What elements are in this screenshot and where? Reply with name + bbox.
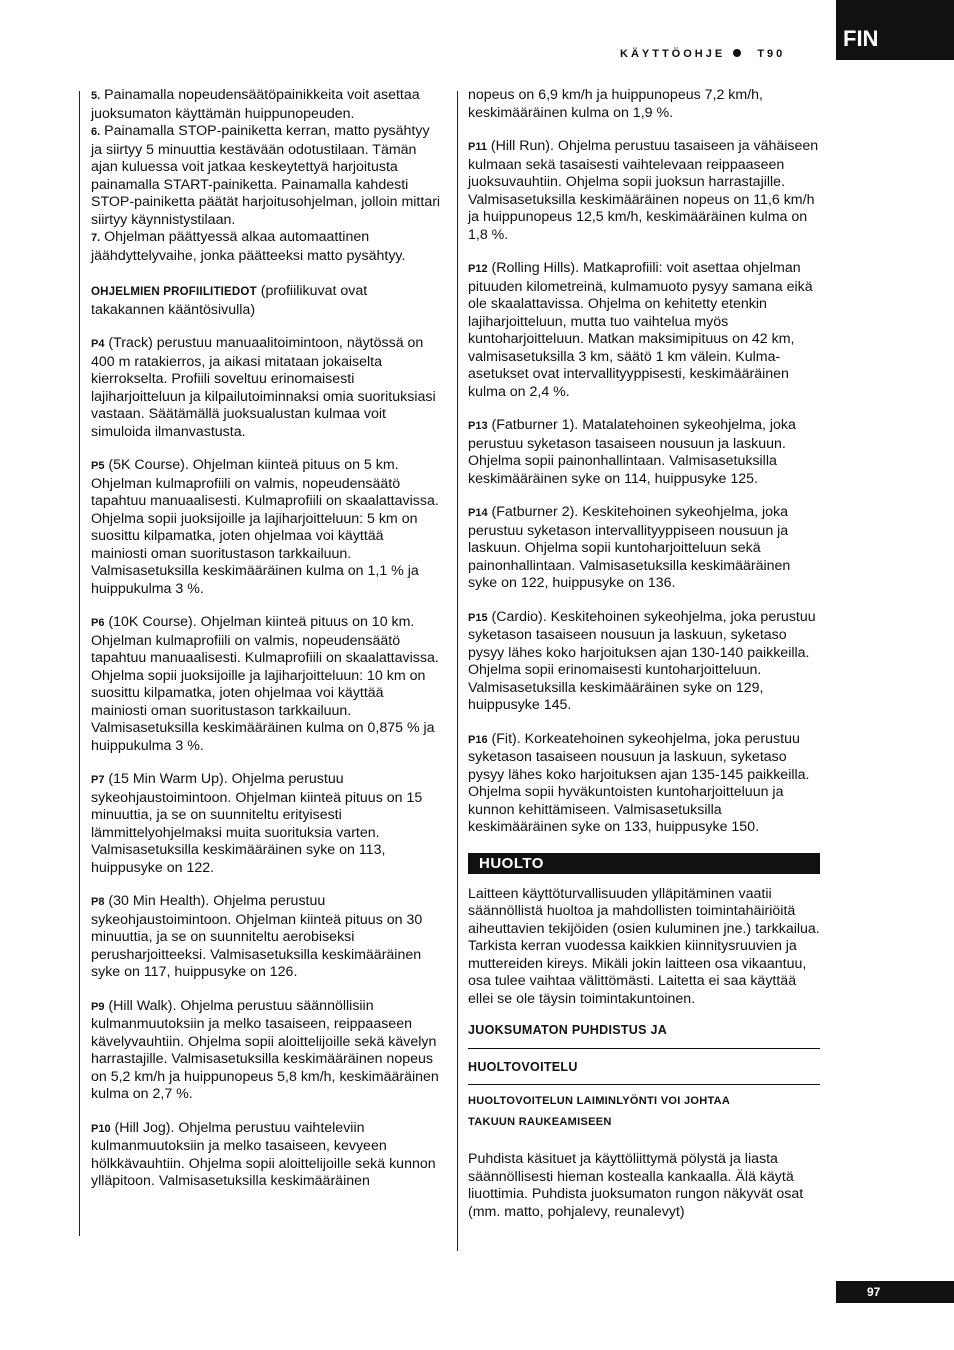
step-5 bbox=[91, 87, 443, 123]
cleaning-subheading-line-1: JUOKSUMATON PUHDISTUS JA bbox=[468, 1020, 820, 1049]
program-code: P6 bbox=[91, 617, 105, 629]
program-description: (Cardio). Keskitehoinen sykeohjelma, joka perustuu syketason tasaiseen nousuun ja laskuun, syketaso pysyy lähes koko harjoituksen ajan 130-140 paikkeilla. Ohjelma sopii erinomaisesti kuntoharjoitteluun. Valmisasetuksilla keskimääräinen syke on 129, huippusyke 145. bbox=[468, 608, 816, 713]
step-text: Painamalla nopeudensäätöpainikkeita voit asettaa juoksumaton käyttämän huippunopeuden. bbox=[91, 87, 420, 122]
program-description: (Hill Run). Ohjelma perustuu tasaiseen ja vähäiseen kulmaan sekä tasaisesti vaihtelevaan reippaaseen juoksuvauhtiin. Ohjelma sopii juoksun harrastajille. Valmisasetuksilla keskimääräinen nopeus on 11,6 km/h ja huippunopeus 12,5 km/h, keskimääräinen kulma on 1,8 %. bbox=[468, 138, 819, 243]
program-code: P14 bbox=[468, 507, 488, 519]
cleaning-paragraph: Puhdista käsituet ja käyttöliittymä pölystä ja liasta säännöllisesti hieman kostealla kankaalla. Älä käytä liuottimia. Puhdista juoksumaton rungon näkyvät osat (mm. matto, pohjalevy, reunalevyt) bbox=[468, 1151, 804, 1220]
step-number: 6. bbox=[91, 126, 101, 138]
document-title: KÄYTTÖOHJE bbox=[620, 48, 726, 60]
program-code: P11 bbox=[468, 141, 487, 153]
step-text: Ohjelman päättyessä alkaa automaattinen jäähdyttelyvaihe, jonka päätteeksi matto pysähtyy. bbox=[91, 229, 406, 264]
step-number: 7. bbox=[91, 232, 101, 244]
maintenance-paragraph: Laitteen käyttöturvallisuuden ylläpitäminen vaatii säännöllistä huoltoa ja mahdollisten toimintahäiriöitä aiheuttavien tekijöiden (osien kuluminen jne.) tarkkailua. Tarkista kerran vuodessa kaikkien kiinnitysruuvien ja muttereiden kireys. Mikäli jokin laitteen osa vikaantuu, osa tulee vaihtaa välittömästi. Laitetta ei saa käyttää ellei se ole täysin toimintakuntoinen. bbox=[468, 885, 820, 1007]
right-column bbox=[468, 87, 820, 1221]
lubrication-warning bbox=[468, 1085, 820, 1133]
p10-continued: nopeus on 6,9 km/h ja huippunopeus 7,2 km/h, keskimääräinen kulma on 1,9 %. bbox=[468, 87, 763, 121]
program-description: (Fit). Korkeatehoinen sykeohjelma, joka perustuu syketason tasaiseen nousuun ja laskuun, syketaso pysyy lähes koko harjoituksen ajan 135-145 paikkeilla. Ohjelma sopii hyväkuntoisten kuntoharjoitteluun ja kunnon kehittämiseen. Valmisasetuksilla keskimääräinen syke on 133, huippusyke 150. bbox=[468, 730, 810, 835]
program-code: P5 bbox=[91, 460, 105, 472]
program-p15 bbox=[468, 609, 820, 715]
program-description: (5K Course). Ohjelman kiinteä pituus on 5 km. Ohjelman kulmaprofiili on valmis, nopeudensäätö tapahtuu manuaalisesti. Kulmaprofiili on skaalattavissa. Ohjelma sopii juoksijoille ja lajiharjoitteluun: 5 km on suosittu kilpamatka, joten ohjelmaa voi käyttää mainiosti oman suoritustason tarkkailuun. Valmisasetuksilla keskimääräinen kulma on 1,1 % ja huippukulma 3 %. bbox=[91, 457, 439, 597]
step-text: Painamalla STOP-painiketta kerran, matto pysähtyy ja siirtyy 5 minuuttia kestävään odotustilaan. Tämän ajan kuluessa voit jatkaa keskeytettyä harjoitusta painamalla START-painiketta. Painamalla kahdesti STOP-painiketta päätät harjoitusohjelman, jolloin mittari siirtyy käynnistystilaan. bbox=[91, 123, 441, 228]
program-p6 bbox=[91, 614, 443, 755]
page-number: 97 bbox=[836, 1281, 954, 1303]
program-p11 bbox=[468, 138, 820, 244]
program-code: P9 bbox=[91, 1000, 105, 1013]
program-p9 bbox=[91, 998, 443, 1104]
left-column-rule bbox=[79, 91, 80, 1236]
bullet-dot-icon bbox=[733, 49, 741, 57]
profiles-note: (profiilikuvat ovat takakannen kääntösivulla) bbox=[91, 283, 368, 318]
program-p16 bbox=[468, 731, 820, 837]
program-p7 bbox=[91, 771, 443, 877]
program-code: P16 bbox=[468, 733, 488, 746]
profiles-heading: OHJELMIEN PROFIILITIEDOT bbox=[91, 286, 257, 298]
program-p14 bbox=[468, 504, 820, 593]
program-p8 bbox=[91, 893, 443, 982]
program-description: (30 Min Health). Ohjelma perustuu sykeohjaustoimintoon. Ohjelman kiinteä pituus on 30 minuuttia, ja se on suunniteltu aerobiseksi perusharjoitteeksi. Valmisasetuksilla keskimääräinen syke on 117, huippusyke on 126. bbox=[91, 893, 423, 980]
maintenance-section-heading: HUOLTO bbox=[468, 853, 820, 874]
program-code: P8 bbox=[91, 896, 105, 908]
cleaning-subheading-line-2: HUOLTOVOITELU bbox=[468, 1049, 820, 1086]
running-header bbox=[620, 48, 830, 64]
warning-line: TAKUUN RAUKEAMISEEN bbox=[468, 1116, 612, 1128]
warning-line: HUOLTOVOITELUN LAIMINLYÖNTI VOI JOHTAA bbox=[468, 1095, 731, 1107]
program-p13 bbox=[468, 417, 820, 488]
program-code: P4 bbox=[91, 338, 105, 350]
step-6 bbox=[91, 123, 443, 229]
program-code: P13 bbox=[468, 420, 488, 432]
program-description: (Hill Jog). Ohjelma perustuu vaihteleviin kulmanmuutoksiin ja melko tasaiseen, kevyeen hölkkävauhtiin. Ohjelma sopii aloittelijoille sekä kunnon ylläpitoon. Valmisasetuksilla keskimääräinen bbox=[91, 1119, 436, 1189]
program-p5 bbox=[91, 457, 443, 598]
program-code: P15 bbox=[468, 611, 488, 624]
program-description: (Rolling Hills). Matkaprofiili: voit asettaa ohjelman pituuden kilometreinä, kulmamuoto pysyy samana eikä ole skaalattavissa. Ohjelma on kehitetty etenkin lajiharjoitteluun, mutta tuo vaihtelua myös kuntoharjoitteluun. Matkan maksimipituus on 42 km, valmisasetuksilla 3 km, säätö 1 km välein. Kulma-asetukset ovat intervallityyppisesti, keskimääräinen kulma on 2,4 %. bbox=[468, 260, 813, 400]
program-description: (Hill Walk). Ohjelma perustuu säännöllisiin kulmanmuutoksiin ja melko tasaiseen, reippaaseen kävelyvauhtiin. Ohjelma sopii aloittelijoille sekä kävelyn harrastajille. Valmisasetuksilla keskimääräinen nopeus on 5,2 km/h ja huippunopeus 5,8 km/h, keskimääräinen kulma on 2,7 %. bbox=[91, 997, 439, 1102]
step-7 bbox=[91, 229, 443, 265]
program-p10 bbox=[91, 1120, 443, 1191]
program-description: (Fatburner 2). Keskitehoinen sykeohjelma, joka perustuu syketason intervallityyppiseen nousuun ja laskuun. Ohjelma sopii kuntoharjoitteluun sekä painonhallintaan. Valmisasetuksilla keskimääräinen syke on 122, huippusyke on 136. bbox=[468, 504, 791, 591]
language-tab: FIN bbox=[836, 0, 954, 60]
program-description: (15 Min Warm Up). Ohjelma perustuu sykeohjaustoimintoon. Ohjelman kiinteä pituus on 15 minuuttia, ja se on suunniteltu erityisesti lämmittelyohjelmaksi muita suorituksia varten. Valmisasetuksilla keskimääräinen syke on 113, huippusyke on 122. bbox=[91, 771, 423, 876]
profiles-intro bbox=[91, 283, 443, 319]
program-description: (10K Course). Ohjelman kiinteä pituus on 10 km. Ohjelman kulmaprofiili on valmis, nopeudensäätö tapahtuu manuaalisesti. Kulmaprofiili on skaalattavissa. Ohjelma sopii juoksijoille ja lajiharjoitteluun: 10 km on suosittu kilpamatka, joten ohjelmaa voi käyttää mainiosti oman suoritustason tarkkailuun. Valmisasetuksilla keskimääräinen kulma on 0,875 % ja huippukulma 3 %. bbox=[91, 614, 439, 754]
program-code: P12 bbox=[468, 263, 488, 275]
program-description: (Track) perustuu manuaalitoimintoon, näytössä on 400 m ratakierros, ja aikasi mitataan jokaiselta kierrokselta. Profiili soveltuu erinomaisesti lajiharjoitteluun ja kilpailutoiminnaksi omia suorituksiasi vastaan. Säätämällä juoksualustan kulmaa voit simuloida ilmanvastusta. bbox=[91, 335, 436, 440]
model-name: T90 bbox=[757, 48, 786, 60]
program-code: P7 bbox=[91, 774, 105, 786]
program-p4 bbox=[91, 335, 443, 441]
middle-column-rule bbox=[457, 91, 458, 1251]
program-description: (Fatburner 1). Matalatehoinen sykeohjelma, joka perustuu syketason tasaiseen nousuun ja laskuun. Ohjelma sopii painonhallintaan. Valmisasetuksilla keskimääräinen syke on 114, huippusyke 125. bbox=[468, 417, 796, 487]
step-number: 5. bbox=[91, 90, 101, 102]
program-code: P10 bbox=[91, 1122, 111, 1135]
program-p12 bbox=[468, 260, 820, 401]
left-column bbox=[91, 87, 443, 1191]
